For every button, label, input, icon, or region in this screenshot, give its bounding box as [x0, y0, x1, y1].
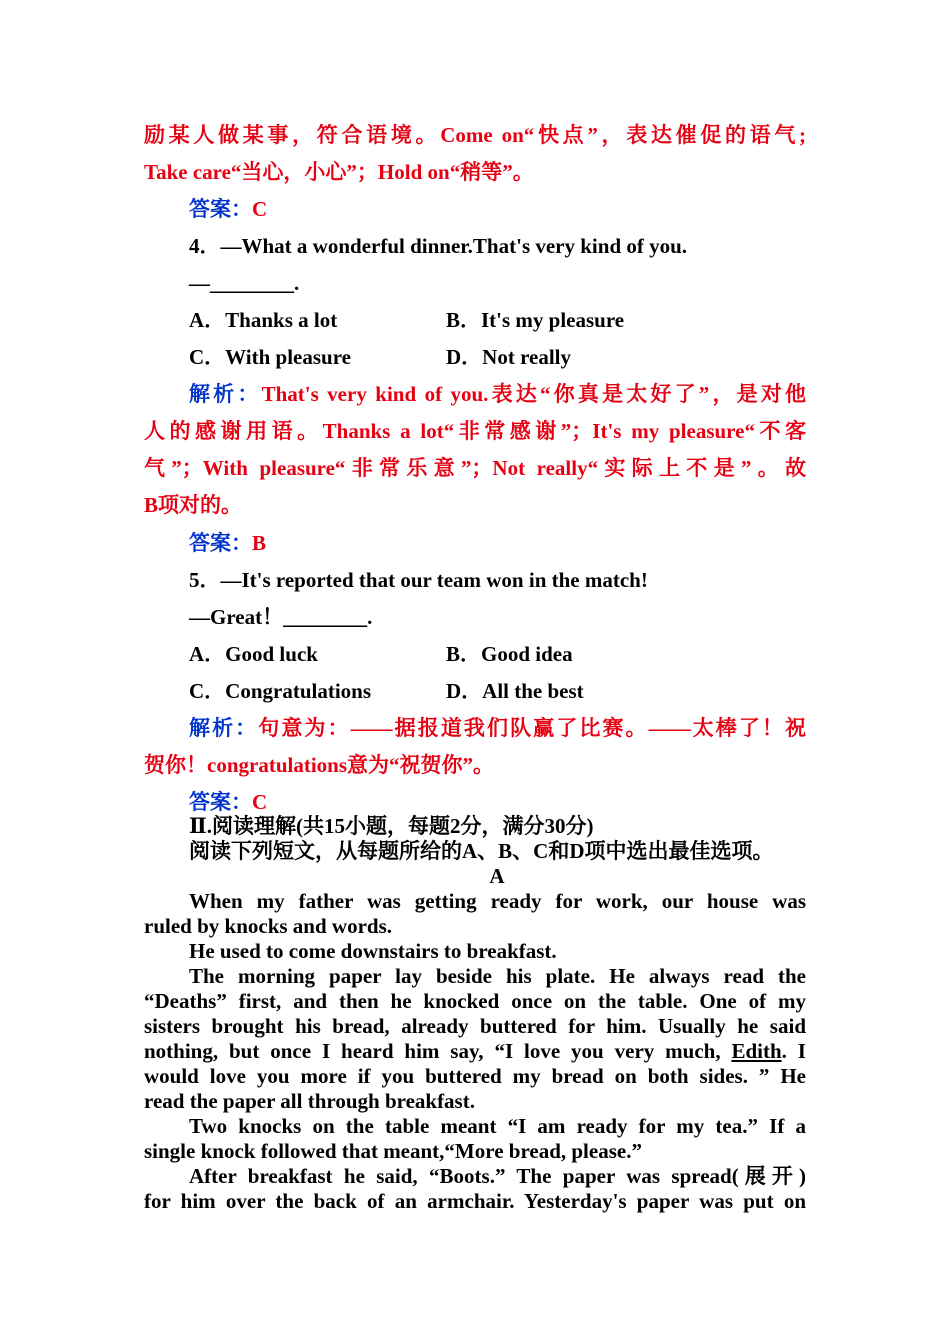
- passage-text: . I: [781, 1039, 806, 1063]
- passage-line: After breakfast he said, “Boots.” The paper was spread(展开): [189, 1164, 806, 1188]
- option-a: A．Thanks a lot: [189, 308, 338, 332]
- passage-line: read the paper all through breakfast.: [144, 1089, 475, 1113]
- answer-line: [189, 530, 806, 556]
- analysis-text: 句意为：——据报道我们队赢了比赛。——太棒了！祝: [258, 716, 806, 740]
- answer-value: C: [252, 197, 268, 221]
- underlined-word: Edith: [731, 1039, 782, 1063]
- analysis-line: 贺你！congratulations意为“祝贺你”。: [144, 753, 495, 777]
- passage-line: single knock followed that meant,“More bread, please.”: [144, 1139, 642, 1163]
- analysis-line: [189, 715, 806, 741]
- passage-line: sisters brought his bread, already buttered for him. Usually he said: [144, 1014, 806, 1038]
- analysis-line: [189, 381, 806, 407]
- section-instruction: 阅读下列短文，从每题所给的A、B、C和D项中选出最佳选项。: [189, 839, 774, 863]
- analysis-line: 人的感谢用语。Thanks a lot“非常感谢”；It's my pleasure“不客: [144, 419, 806, 443]
- option-c: C．With pleasure: [189, 345, 351, 369]
- question-blank: —Great！________.: [189, 605, 373, 629]
- options-row: [189, 307, 806, 333]
- question-stem: 5．—It's reported that our team won in the match!: [189, 568, 648, 592]
- option-b: B．Good idea: [446, 642, 573, 666]
- answer-label: 答案：: [189, 197, 252, 221]
- option-c: C．Congratulations: [189, 679, 372, 703]
- analysis-line: 气”；With pleasure“非常乐意”；Not really“实际上不是”。故: [144, 456, 806, 480]
- passage-line: for him over the back of an armchair. Yesterday's paper was put on: [144, 1189, 806, 1213]
- options-row: [189, 678, 806, 704]
- answer-value: B: [252, 531, 267, 555]
- answer-label: 答案：: [189, 790, 252, 814]
- explanation-line: Take care“当心，小心”；Hold on“稍等”。: [144, 160, 534, 184]
- question-stem: 4．—What a wonderful dinner.That's very kind of you.: [189, 234, 688, 258]
- passage-line: ruled by knocks and words.: [144, 914, 392, 938]
- analysis-line: B项对的。: [144, 493, 243, 517]
- passage-line: When my father was getting ready for work, our house was: [189, 889, 806, 913]
- passage-line: would love you more if you buttered my bread on both sides. ” He: [144, 1064, 806, 1088]
- passage-line: The morning paper lay beside his plate. He always read the: [189, 964, 806, 988]
- section-heading: Ⅱ.阅读理解(共15小题，每题2分，满分30分): [189, 814, 594, 838]
- analysis-label: 解析：: [189, 382, 262, 406]
- passage-line: Two knocks on the table meant “I am ready for my tea.” If a: [189, 1114, 806, 1138]
- explanation-line: 励某人做某事，符合语境。Come on“快点”，表达催促的语气;: [144, 123, 806, 147]
- analysis-label: 解析：: [189, 716, 259, 740]
- option-a: A．Good luck: [189, 642, 318, 666]
- answer-line: [189, 789, 806, 815]
- answer-label: 答案：: [189, 531, 252, 555]
- option-d: D．All the best: [446, 679, 584, 703]
- option-d: D．Not really: [446, 345, 572, 369]
- answer-line: [189, 196, 806, 222]
- passage-line: [144, 1039, 806, 1063]
- passage-line: He used to come downstairs to breakfast.: [189, 939, 557, 963]
- options-row: [189, 344, 806, 370]
- options-row: [189, 641, 806, 667]
- passage-text: nothing, but once I heard him say, “I love you very much,: [144, 1039, 732, 1063]
- option-b: B．It's my pleasure: [446, 308, 625, 332]
- question-blank: —________.: [189, 271, 300, 295]
- passage-line: “Deaths” first, and then he knocked once on the table. One of my: [144, 989, 806, 1013]
- answer-value: C: [252, 790, 268, 814]
- analysis-text: That's very kind of you.表达“你真是太好了”，是对他: [261, 382, 807, 406]
- passage-label: A: [489, 864, 505, 888]
